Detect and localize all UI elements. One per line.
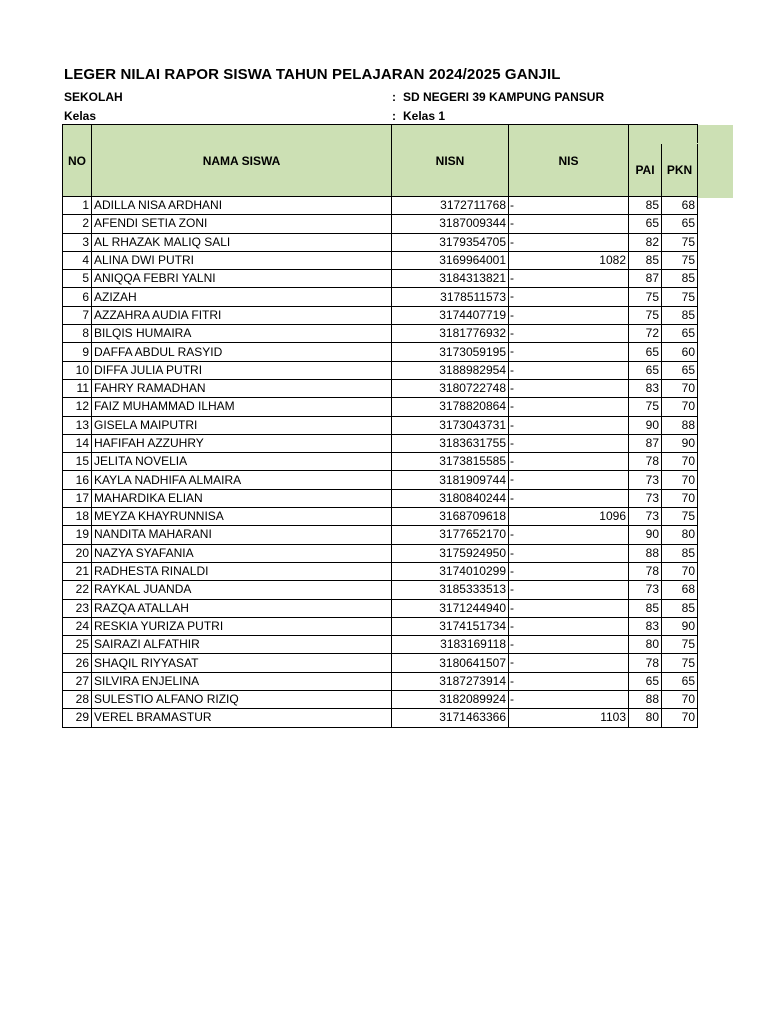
cell-nama-siswa: GISELA MAIPUTRI <box>92 416 392 434</box>
cell-nisn: 3180641507 <box>392 654 509 672</box>
cell-nisn: 3184313821 <box>392 270 509 288</box>
table-row <box>63 343 698 361</box>
table-row <box>63 617 698 635</box>
header-fill-extension <box>697 125 733 198</box>
cell-pkn: 75 <box>662 636 698 654</box>
cell-pai: 78 <box>629 453 662 471</box>
cell-nis <box>509 270 629 288</box>
cell-no: 25 <box>63 636 92 654</box>
cell-pai: 90 <box>629 526 662 544</box>
table-row <box>63 416 698 434</box>
cell-pkn: 85 <box>662 306 698 324</box>
cell-nis-dash: - <box>510 673 514 688</box>
table-row <box>63 288 698 306</box>
header-nisn: NISN <box>392 125 509 197</box>
sekolah-value: SD NEGERI 39 KAMPUNG PANSUR <box>403 90 605 104</box>
cell-pai: 73 <box>629 508 662 526</box>
cell-pkn: 68 <box>662 581 698 599</box>
cell-nis <box>509 599 629 617</box>
cell-no: 23 <box>63 599 92 617</box>
cell-pkn: 65 <box>662 215 698 233</box>
cell-no: 3 <box>63 233 92 251</box>
cell-pai: 90 <box>629 416 662 434</box>
cell-nis-dash: - <box>510 600 514 615</box>
table-row <box>63 581 698 599</box>
cell-nis-dash: - <box>510 198 514 212</box>
cell-nama-siswa: FAIZ MUHAMMAD ILHAM <box>92 398 392 416</box>
cell-nama-siswa: JELITA NOVELIA <box>92 453 392 471</box>
cell-nama-siswa: SILVIRA ENJELINA <box>92 672 392 690</box>
cell-nama-siswa: HAFIFAH AZZUHRY <box>92 434 392 452</box>
cell-nisn: 3169964001 <box>392 251 509 269</box>
cell-nis-value: 1096 <box>599 509 626 524</box>
cell-pkn: 70 <box>662 379 698 397</box>
cell-nis <box>509 343 629 361</box>
cell-nisn: 3173815585 <box>392 453 509 471</box>
cell-nisn: 3187009344 <box>392 215 509 233</box>
cell-pai: 73 <box>629 581 662 599</box>
cell-nis <box>509 654 629 672</box>
cell-pkn: 70 <box>662 453 698 471</box>
cell-nisn: 3180840244 <box>392 489 509 507</box>
cell-pkn: 85 <box>662 599 698 617</box>
cell-nama-siswa: RESKIA YURIZA PUTRI <box>92 617 392 635</box>
cell-nisn: 3171244940 <box>392 599 509 617</box>
cell-nis <box>509 361 629 379</box>
cell-pai: 87 <box>629 270 662 288</box>
cell-nisn: 3178820864 <box>392 398 509 416</box>
cell-pkn: 75 <box>662 288 698 306</box>
table-row <box>63 251 698 269</box>
cell-pai: 75 <box>629 306 662 324</box>
cell-nis <box>509 562 629 580</box>
cell-nis <box>509 215 629 233</box>
cell-nis <box>509 526 629 544</box>
cell-nama-siswa: RAZQA ATALLAH <box>92 599 392 617</box>
table-row <box>63 691 698 709</box>
cell-pai: 73 <box>629 471 662 489</box>
cell-nis-dash: - <box>510 618 514 633</box>
table-row <box>63 471 698 489</box>
cell-nis-dash: - <box>510 655 514 670</box>
cell-nama-siswa: AFENDI SETIA ZONI <box>92 215 392 233</box>
cell-nama-siswa: AZIZAH <box>92 288 392 306</box>
cell-pkn: 65 <box>662 325 698 343</box>
cell-nis-dash: - <box>510 234 514 249</box>
cell-no: 8 <box>63 325 92 343</box>
cell-nis-dash: - <box>510 417 514 432</box>
cell-nis <box>509 544 629 562</box>
cell-pai: 78 <box>629 562 662 580</box>
cell-nisn: 3181909744 <box>392 471 509 489</box>
cell-pkn: 65 <box>662 672 698 690</box>
cell-nisn: 3180722748 <box>392 379 509 397</box>
table-row <box>63 562 698 580</box>
cell-no: 22 <box>63 581 92 599</box>
cell-nis-value: 1082 <box>599 253 626 268</box>
cell-no: 18 <box>63 508 92 526</box>
cell-nis <box>509 233 629 251</box>
cell-no: 26 <box>63 654 92 672</box>
cell-pai: 82 <box>629 233 662 251</box>
cell-nisn: 3174151734 <box>392 617 509 635</box>
cell-pkn: 60 <box>662 343 698 361</box>
cell-no: 5 <box>63 270 92 288</box>
table-row <box>63 654 698 672</box>
cell-nis-value: 1103 <box>600 710 626 725</box>
cell-nis-dash: - <box>510 472 514 487</box>
cell-nisn: 3171463366 <box>392 709 509 727</box>
cell-nis-dash: - <box>510 692 514 707</box>
table-row <box>63 215 698 233</box>
cell-nama-siswa: ALINA DWI PUTRI <box>92 251 392 269</box>
cell-pkn: 88 <box>662 416 698 434</box>
cell-pai: 88 <box>629 691 662 709</box>
header-pkn: PKN <box>662 144 698 197</box>
cell-pkn: 75 <box>662 654 698 672</box>
cell-nis <box>509 709 629 727</box>
cell-nis-dash: - <box>510 563 514 578</box>
table-row <box>63 434 698 452</box>
cell-no: 4 <box>63 251 92 269</box>
cell-nama-siswa: RAYKAL JUANDA <box>92 581 392 599</box>
cell-nama-siswa: KAYLA NADHIFA ALMAIRA <box>92 471 392 489</box>
cell-pai: 65 <box>629 672 662 690</box>
cell-no: 29 <box>63 709 92 727</box>
cell-nis-dash: - <box>510 344 514 359</box>
cell-pai: 85 <box>629 197 662 215</box>
cell-nis <box>509 379 629 397</box>
page-title: LEGER NILAI RAPOR SISWA TAHUN PELAJARAN 2024/2025 GANJIL <box>64 66 561 83</box>
cell-no: 12 <box>63 398 92 416</box>
cell-nama-siswa: AL RHAZAK MALIQ SALI <box>92 233 392 251</box>
cell-nis <box>509 306 629 324</box>
cell-nisn: 3177652170 <box>392 526 509 544</box>
cell-pkn: 70 <box>662 691 698 709</box>
cell-nisn: 3183169118 <box>392 636 509 654</box>
cell-nis <box>509 617 629 635</box>
cell-nisn: 3174407719 <box>392 306 509 324</box>
cell-no: 7 <box>63 306 92 324</box>
cell-no: 13 <box>63 416 92 434</box>
cell-no: 14 <box>63 434 92 452</box>
cell-nama-siswa: VEREL BRAMASTUR <box>92 709 392 727</box>
header-no: NO <box>63 125 92 197</box>
table-row <box>63 636 698 654</box>
cell-no: 27 <box>63 672 92 690</box>
cell-nis-dash: - <box>510 637 514 652</box>
header-nama-siswa: NAMA SISWA <box>92 125 392 197</box>
cell-pkn: 75 <box>662 233 698 251</box>
cell-nisn: 3168709618 <box>392 508 509 526</box>
cell-pkn: 68 <box>662 197 698 215</box>
cell-nis <box>509 325 629 343</box>
cell-no: 16 <box>63 471 92 489</box>
table-row <box>63 270 698 288</box>
cell-nis-dash: - <box>510 435 514 450</box>
cell-nisn: 3173059195 <box>392 343 509 361</box>
cell-nisn: 3182089924 <box>392 691 509 709</box>
table-row <box>63 306 698 324</box>
cell-nis <box>509 434 629 452</box>
table-row <box>63 526 698 544</box>
cell-nisn: 3188982954 <box>392 361 509 379</box>
cell-nis <box>509 416 629 434</box>
cell-no: 19 <box>63 526 92 544</box>
cell-nisn: 3174010299 <box>392 562 509 580</box>
cell-nis <box>509 471 629 489</box>
cell-pai: 85 <box>629 251 662 269</box>
table-row <box>63 453 698 471</box>
table-row <box>63 489 698 507</box>
header-subject-group <box>629 125 698 144</box>
cell-pai: 83 <box>629 379 662 397</box>
cell-nis-dash: - <box>510 490 514 505</box>
table-row <box>63 672 698 690</box>
cell-no: 9 <box>63 343 92 361</box>
cell-nama-siswa: AZZAHRA AUDIA FITRI <box>92 306 392 324</box>
cell-pkn: 75 <box>662 251 698 269</box>
cell-nis <box>509 636 629 654</box>
cell-nisn: 3173043731 <box>392 416 509 434</box>
cell-nis <box>509 489 629 507</box>
sekolah-separator: : <box>392 90 396 104</box>
cell-nis <box>509 197 629 215</box>
sekolah-label: SEKOLAH <box>64 90 123 104</box>
cell-pai: 65 <box>629 361 662 379</box>
cell-pkn: 85 <box>662 270 698 288</box>
cell-nis <box>509 398 629 416</box>
cell-nisn: 3179354705 <box>392 233 509 251</box>
cell-pkn: 70 <box>662 709 698 727</box>
cell-nisn: 3175924950 <box>392 544 509 562</box>
cell-pai: 88 <box>629 544 662 562</box>
cell-pai: 75 <box>629 288 662 306</box>
cell-nis-dash: - <box>510 362 514 377</box>
cell-pai: 73 <box>629 489 662 507</box>
cell-nama-siswa: SHAQIL RIYYASAT <box>92 654 392 672</box>
cell-pkn: 80 <box>662 526 698 544</box>
table-row <box>63 197 698 215</box>
cell-nisn: 3178511573 <box>392 288 509 306</box>
cell-nis <box>509 288 629 306</box>
cell-pai: 87 <box>629 434 662 452</box>
cell-pai: 75 <box>629 398 662 416</box>
table-row <box>63 544 698 562</box>
cell-nama-siswa: ADILLA NISA ARDHANI <box>92 197 392 215</box>
cell-nisn: 3183631755 <box>392 434 509 452</box>
cell-pkn: 65 <box>662 361 698 379</box>
cell-nis <box>509 508 629 526</box>
cell-no: 6 <box>63 288 92 306</box>
cell-nama-siswa: SULESTIO ALFANO RIZIQ <box>92 691 392 709</box>
cell-nis-dash: - <box>510 289 514 304</box>
cell-nis <box>509 691 629 709</box>
cell-nis-dash: - <box>510 271 514 286</box>
cell-pkn: 90 <box>662 434 698 452</box>
cell-nis-dash: - <box>510 545 514 560</box>
cell-no: 28 <box>63 691 92 709</box>
table-row <box>63 325 698 343</box>
cell-nama-siswa: BILQIS HUMAIRA <box>92 325 392 343</box>
table-row <box>63 398 698 416</box>
kelas-value: Kelas 1 <box>403 109 446 123</box>
cell-pai: 78 <box>629 654 662 672</box>
cell-pkn: 70 <box>662 471 698 489</box>
cell-nama-siswa: NAZYA SYAFANIA <box>92 544 392 562</box>
cell-nama-siswa: SAIRAZI ALFATHIR <box>92 636 392 654</box>
header-nis: NIS <box>509 125 629 197</box>
cell-no: 1 <box>63 197 92 215</box>
cell-nis-dash: - <box>510 582 514 597</box>
cell-nama-siswa: DAFFA ABDUL RASYID <box>92 343 392 361</box>
cell-no: 2 <box>63 215 92 233</box>
table-row <box>63 233 698 251</box>
cell-nama-siswa: NANDITA MAHARANI <box>92 526 392 544</box>
cell-nisn: 3181776932 <box>392 325 509 343</box>
cell-pkn: 70 <box>662 489 698 507</box>
cell-pkn: 70 <box>662 398 698 416</box>
cell-nis <box>509 581 629 599</box>
cell-no: 10 <box>63 361 92 379</box>
cell-nis <box>509 672 629 690</box>
kelas-label: Kelas <box>64 109 97 123</box>
cell-nama-siswa: FAHRY RAMADHAN <box>92 379 392 397</box>
table-row <box>63 379 698 397</box>
cell-no: 24 <box>63 617 92 635</box>
grades-table <box>62 124 698 728</box>
cell-pai: 85 <box>629 599 662 617</box>
cell-nisn: 3185333513 <box>392 581 509 599</box>
cell-pai: 65 <box>629 215 662 233</box>
table-row <box>63 709 698 727</box>
cell-pkn: 75 <box>662 508 698 526</box>
cell-no: 15 <box>63 453 92 471</box>
cell-nama-siswa: RADHESTA RINALDI <box>92 562 392 580</box>
cell-nisn: 3172711768 <box>392 197 509 215</box>
cell-nis-dash: - <box>510 527 514 542</box>
cell-pkn: 90 <box>662 617 698 635</box>
cell-nis <box>509 251 629 269</box>
cell-pai: 80 <box>629 636 662 654</box>
cell-pai: 72 <box>629 325 662 343</box>
cell-nis-dash: - <box>510 454 514 469</box>
cell-no: 21 <box>63 562 92 580</box>
cell-nis-dash: - <box>510 307 514 322</box>
cell-nis-dash: - <box>510 216 514 231</box>
kelas-separator: : <box>392 109 396 123</box>
cell-no: 11 <box>63 379 92 397</box>
header-pai: PAI <box>629 144 662 197</box>
cell-nis <box>509 453 629 471</box>
cell-nis-dash: - <box>510 380 514 395</box>
cell-nama-siswa: MAHARDIKA ELIAN <box>92 489 392 507</box>
table-row <box>63 508 698 526</box>
cell-no: 17 <box>63 489 92 507</box>
cell-nisn: 3187273914 <box>392 672 509 690</box>
cell-pkn: 70 <box>662 562 698 580</box>
cell-pai: 65 <box>629 343 662 361</box>
cell-nama-siswa: MEYZA KHAYRUNNISA <box>92 508 392 526</box>
cell-pai: 80 <box>629 709 662 727</box>
cell-nama-siswa: DIFFA JULIA PUTRI <box>92 361 392 379</box>
cell-nis-dash: - <box>510 326 514 341</box>
cell-nis-dash: - <box>510 399 514 414</box>
cell-pai: 83 <box>629 617 662 635</box>
cell-no: 20 <box>63 544 92 562</box>
table-row <box>63 361 698 379</box>
cell-nama-siswa: ANIQQA FEBRI YALNI <box>92 270 392 288</box>
cell-pkn: 85 <box>662 544 698 562</box>
table-row <box>63 599 698 617</box>
